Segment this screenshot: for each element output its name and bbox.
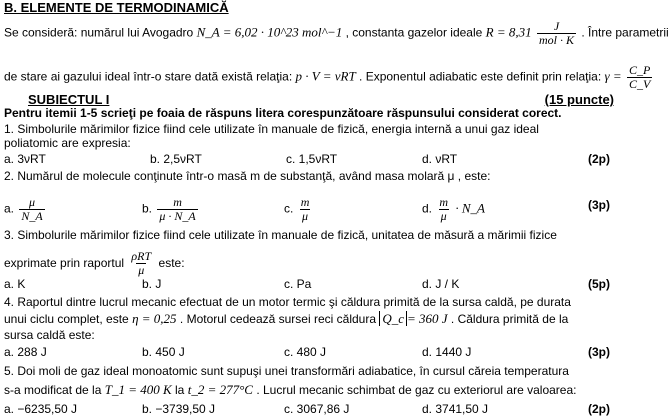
gas-constant-unit: $\frac{J}{\text{mol · K}}$ bbox=[538, 19, 574, 47]
avogadro-number: N_A = 6,02 · 10^23 mol^−1 bbox=[196, 24, 343, 40]
q4-option-a[interactable]: a. 288 J bbox=[4, 345, 47, 359]
q4-points: (3p) bbox=[588, 345, 610, 359]
q4-options bbox=[4, 345, 618, 360]
q2-option-a[interactable]: a. $\frac{\mu}{N\_A}$ bbox=[4, 195, 43, 223]
q3-option-d[interactable]: d. J / K bbox=[422, 277, 460, 291]
q4-text-cont: unui ciclu complet, este η = 0,25 . Motorul cedează sursei reci căldura Q_c = 360 J . Căldura primită de la bbox=[4, 311, 569, 326]
q5-option-d[interactable]: d. 3741,50 J bbox=[422, 402, 489, 416]
adiabatic-exponent: $\frac{C\_P}{C\_V}$ bbox=[629, 63, 651, 91]
q4-option-d[interactable]: d. 1440 J bbox=[422, 345, 472, 359]
q1-option-d[interactable]: d. νRT bbox=[422, 152, 458, 166]
state-relation: p · V = νRT bbox=[295, 68, 356, 84]
q5-options bbox=[4, 402, 618, 417]
q2-option-b[interactable]: b. $\frac{m}{\mu \cdot N\_A}$ bbox=[142, 195, 196, 223]
q2-points: (3p) bbox=[588, 198, 610, 212]
q3-option-c[interactable]: c. Pa bbox=[284, 277, 312, 291]
q1-option-a[interactable]: a. 3νRT bbox=[4, 152, 46, 166]
q5-points: (2p) bbox=[588, 402, 610, 416]
q5-initial-temp: T_1 = 400 K bbox=[104, 382, 172, 397]
q3-text: 3. Simbolurile mărimilor fizice fiind cele utilizate în manuale de fizică, unitatea de măsură a mărimii fizice bbox=[4, 228, 557, 242]
q5-option-a[interactable]: a. −6235,50 J bbox=[4, 402, 78, 416]
q5-option-b[interactable]: b. −3739,50 J bbox=[142, 402, 216, 416]
q1-option-b[interactable]: b. 2,5νRT bbox=[150, 152, 202, 166]
q1-option-c[interactable]: c. 1,5νRT bbox=[286, 152, 338, 166]
q4-efficiency: η = 0,25 bbox=[132, 311, 177, 326]
q2-text: 2. Numărul de molecule conţinute într-o masă m de substanţă, având masa molară μ , este: bbox=[4, 169, 491, 183]
q3-options bbox=[4, 277, 618, 292]
q4-option-c[interactable]: c. 480 J bbox=[284, 345, 327, 359]
intro-line-2: de stare ai gazului ideal într-o stare dată există relaţia: p · V = νRT . Exponentul adiabatic este definit prin relaţia: γ = $\frac{C\_P}{C\_V}$ bbox=[4, 63, 651, 91]
q4-text-end: sursa caldă este: bbox=[4, 328, 95, 342]
q1-points: (2p) bbox=[588, 152, 610, 166]
q3-option-b[interactable]: b. J bbox=[142, 277, 162, 291]
q2-option-c[interactable]: c. $\frac{m}{\mu}$ bbox=[284, 195, 310, 223]
subject-points: (15 puncte) bbox=[544, 92, 614, 107]
instructions: Pentru itemii 1-5 scrieţi pe foaia de răspuns litera corespunzătoare răspunsului considerat corect. bbox=[4, 106, 562, 120]
q3-points: (5p) bbox=[588, 277, 610, 291]
intro-line-1: Se consideră: numărul lui Avogadro N_A = 6,02 · 10^23 mol^−1 , constanta gazelor ideale R = 8,31 $\frac{J}{\text{mol · K}}$ . Între parametrii bbox=[4, 19, 669, 47]
q1-text-cont: poliatomic are expresia: bbox=[4, 136, 131, 150]
q5-option-c[interactable]: c. 3067,86 J bbox=[284, 402, 350, 416]
q2-option-d[interactable]: d. $\frac{m}{\mu}$ · N_A bbox=[422, 195, 485, 223]
q3-ratio: $\frac{\text{ρRT}}{\mu}$ bbox=[131, 249, 152, 277]
q1-text: 1. Simbolurile mărimilor fizice fiind cele utilizate în manuale de fizică, energia internă a unui gaz ideal bbox=[4, 122, 539, 136]
subject-header bbox=[4, 92, 618, 107]
q4-option-b[interactable]: b. 450 J bbox=[142, 345, 185, 359]
section-title: B. ELEMENTE DE TERMODINAMICĂ bbox=[4, 0, 229, 15]
q5-text-cont: s-a modificat de la T_1 = 400 K la t_2 = 277°C . Lucrul mecanic schimbat de gaz cu exteriorul are valoarea: bbox=[4, 382, 577, 397]
q4-text: 4. Raportul dintre lucrul mecanic efectuat de un motor termic şi căldura primită de la sursa caldă, pe durata bbox=[4, 295, 571, 309]
q3-option-a[interactable]: a. K bbox=[4, 277, 26, 291]
q4-heat-cold: Q_c bbox=[379, 311, 407, 326]
q3-text-cont: exprimate prin raportul $\frac{\text{ρRT}}{\mu}$ este: bbox=[4, 249, 185, 277]
q5-text: 5. Doi moli de gaz ideal monoatomic sunt supuşi unei transformări adiabatice, în cursul căreia temperatura bbox=[4, 364, 569, 378]
subject-title: SUBIECTUL I bbox=[28, 92, 110, 107]
q5-final-temp: t_2 = 277°C bbox=[187, 382, 253, 397]
q1-options bbox=[4, 152, 618, 167]
q2-options bbox=[4, 188, 618, 223]
